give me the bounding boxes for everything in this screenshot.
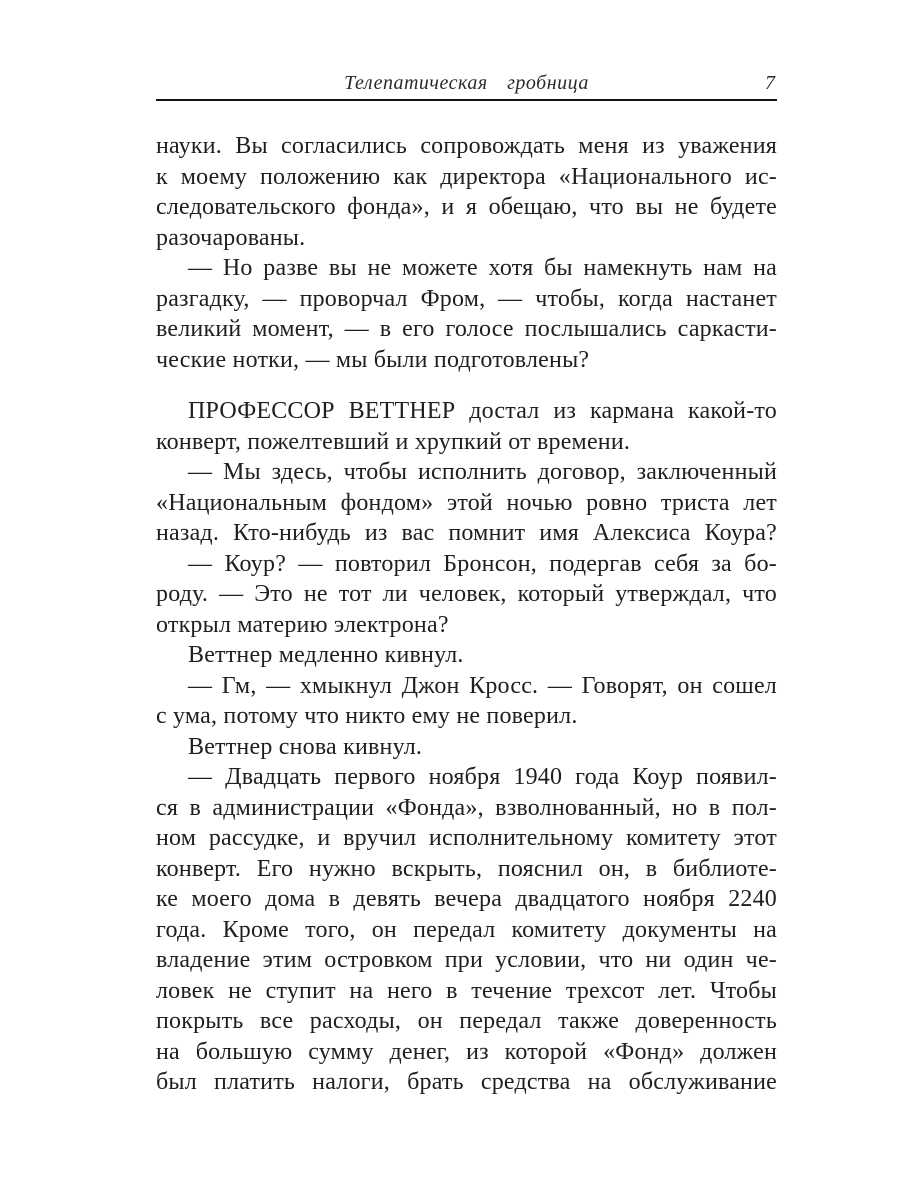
text-line: к моему положению как директора «Национального ис- bbox=[156, 163, 777, 190]
text-line: — Коур? — повторил Бронсон, подергав себя за бо- bbox=[188, 550, 777, 577]
paragraph bbox=[156, 640, 777, 671]
text-line: науки. Вы согласились сопровождать меня из уважения bbox=[156, 133, 777, 159]
paragraph bbox=[156, 732, 777, 763]
text-line: разгадку, — проворчал Фром, — чтобы, когда настанет bbox=[156, 285, 777, 312]
text-line: следовательского фонда», и я обещаю, что вы не будете bbox=[156, 194, 777, 220]
paragraph bbox=[156, 457, 777, 549]
text-line: ческие нотки, — мы были подготовлены? bbox=[156, 346, 590, 373]
text-line: ловек не ступит на него в течение трехсот лет. Чтобы bbox=[156, 977, 777, 1004]
running-title: Телепатическая гробница bbox=[344, 72, 589, 94]
text-line: на большую сумму денег, из которой «Фонд» должен bbox=[156, 1038, 777, 1065]
text-line: разочарованы. bbox=[156, 224, 306, 251]
text-line: Веттнер медленно кивнул. bbox=[188, 642, 464, 668]
text-line: открыл материю электрона? bbox=[156, 611, 449, 638]
paragraph bbox=[156, 549, 777, 641]
text-line: покрыть все расходы, он передал также доверенность bbox=[156, 1008, 777, 1034]
paragraph bbox=[156, 671, 777, 732]
text-line: назад. Кто-нибудь из вас помнит имя Алексиса Коура? bbox=[156, 520, 777, 546]
page-number: 7 bbox=[765, 72, 775, 94]
body-text bbox=[156, 131, 777, 1098]
text-line: ПРОФЕССОР ВЕТТНЕР достал из кармана какой-то bbox=[188, 398, 777, 424]
text-line: был платить налоги, брать средства на обслуживание bbox=[156, 1069, 777, 1095]
text-line: ся в администрации «Фонда», взволнованный, но в пол- bbox=[156, 794, 777, 821]
paragraph bbox=[156, 131, 777, 253]
text-line: — Мы здесь, чтобы исполнить договор, заключенный bbox=[188, 459, 777, 485]
paragraph bbox=[156, 396, 777, 457]
text-line: владение этим островком при условии, что ни один че- bbox=[156, 947, 777, 973]
text-line: «Национальным фондом» этой ночью ровно триста лет bbox=[156, 489, 777, 516]
text-line: — Гм, — хмыкнул Джон Кросс. — Говорят, он сошел bbox=[188, 672, 777, 699]
page-header bbox=[156, 68, 777, 101]
text-line: — Двадцать первого ноября 1940 года Коур появил- bbox=[188, 764, 777, 790]
text-line: роду. — Это не тот ли человек, который утверждал, что bbox=[156, 581, 777, 607]
paragraph bbox=[156, 762, 777, 1098]
text-line: великий момент, — в его голосе послышались саркасти- bbox=[156, 316, 777, 342]
text-line: Веттнер снова кивнул. bbox=[188, 733, 423, 760]
text-line: ке моего дома в девять вечера двадцатого ноября 2240 bbox=[156, 886, 777, 912]
text-line: ном рассудке, и вручил исполнительному комитету этот bbox=[156, 825, 777, 851]
text-line: конверт, пожелтевший и хрупкий от времени. bbox=[156, 428, 631, 455]
text-line: конверт. Его нужно вскрыть, пояснил он, в библиоте- bbox=[156, 855, 777, 882]
text-line: — Но разве вы не можете хотя бы намекнуть нам на bbox=[188, 255, 777, 281]
text-line: с ума, потому что никто ему не поверил. bbox=[156, 703, 578, 729]
text-line: года. Кроме того, он передал комитету документы на bbox=[156, 916, 777, 943]
paragraph bbox=[156, 253, 777, 375]
